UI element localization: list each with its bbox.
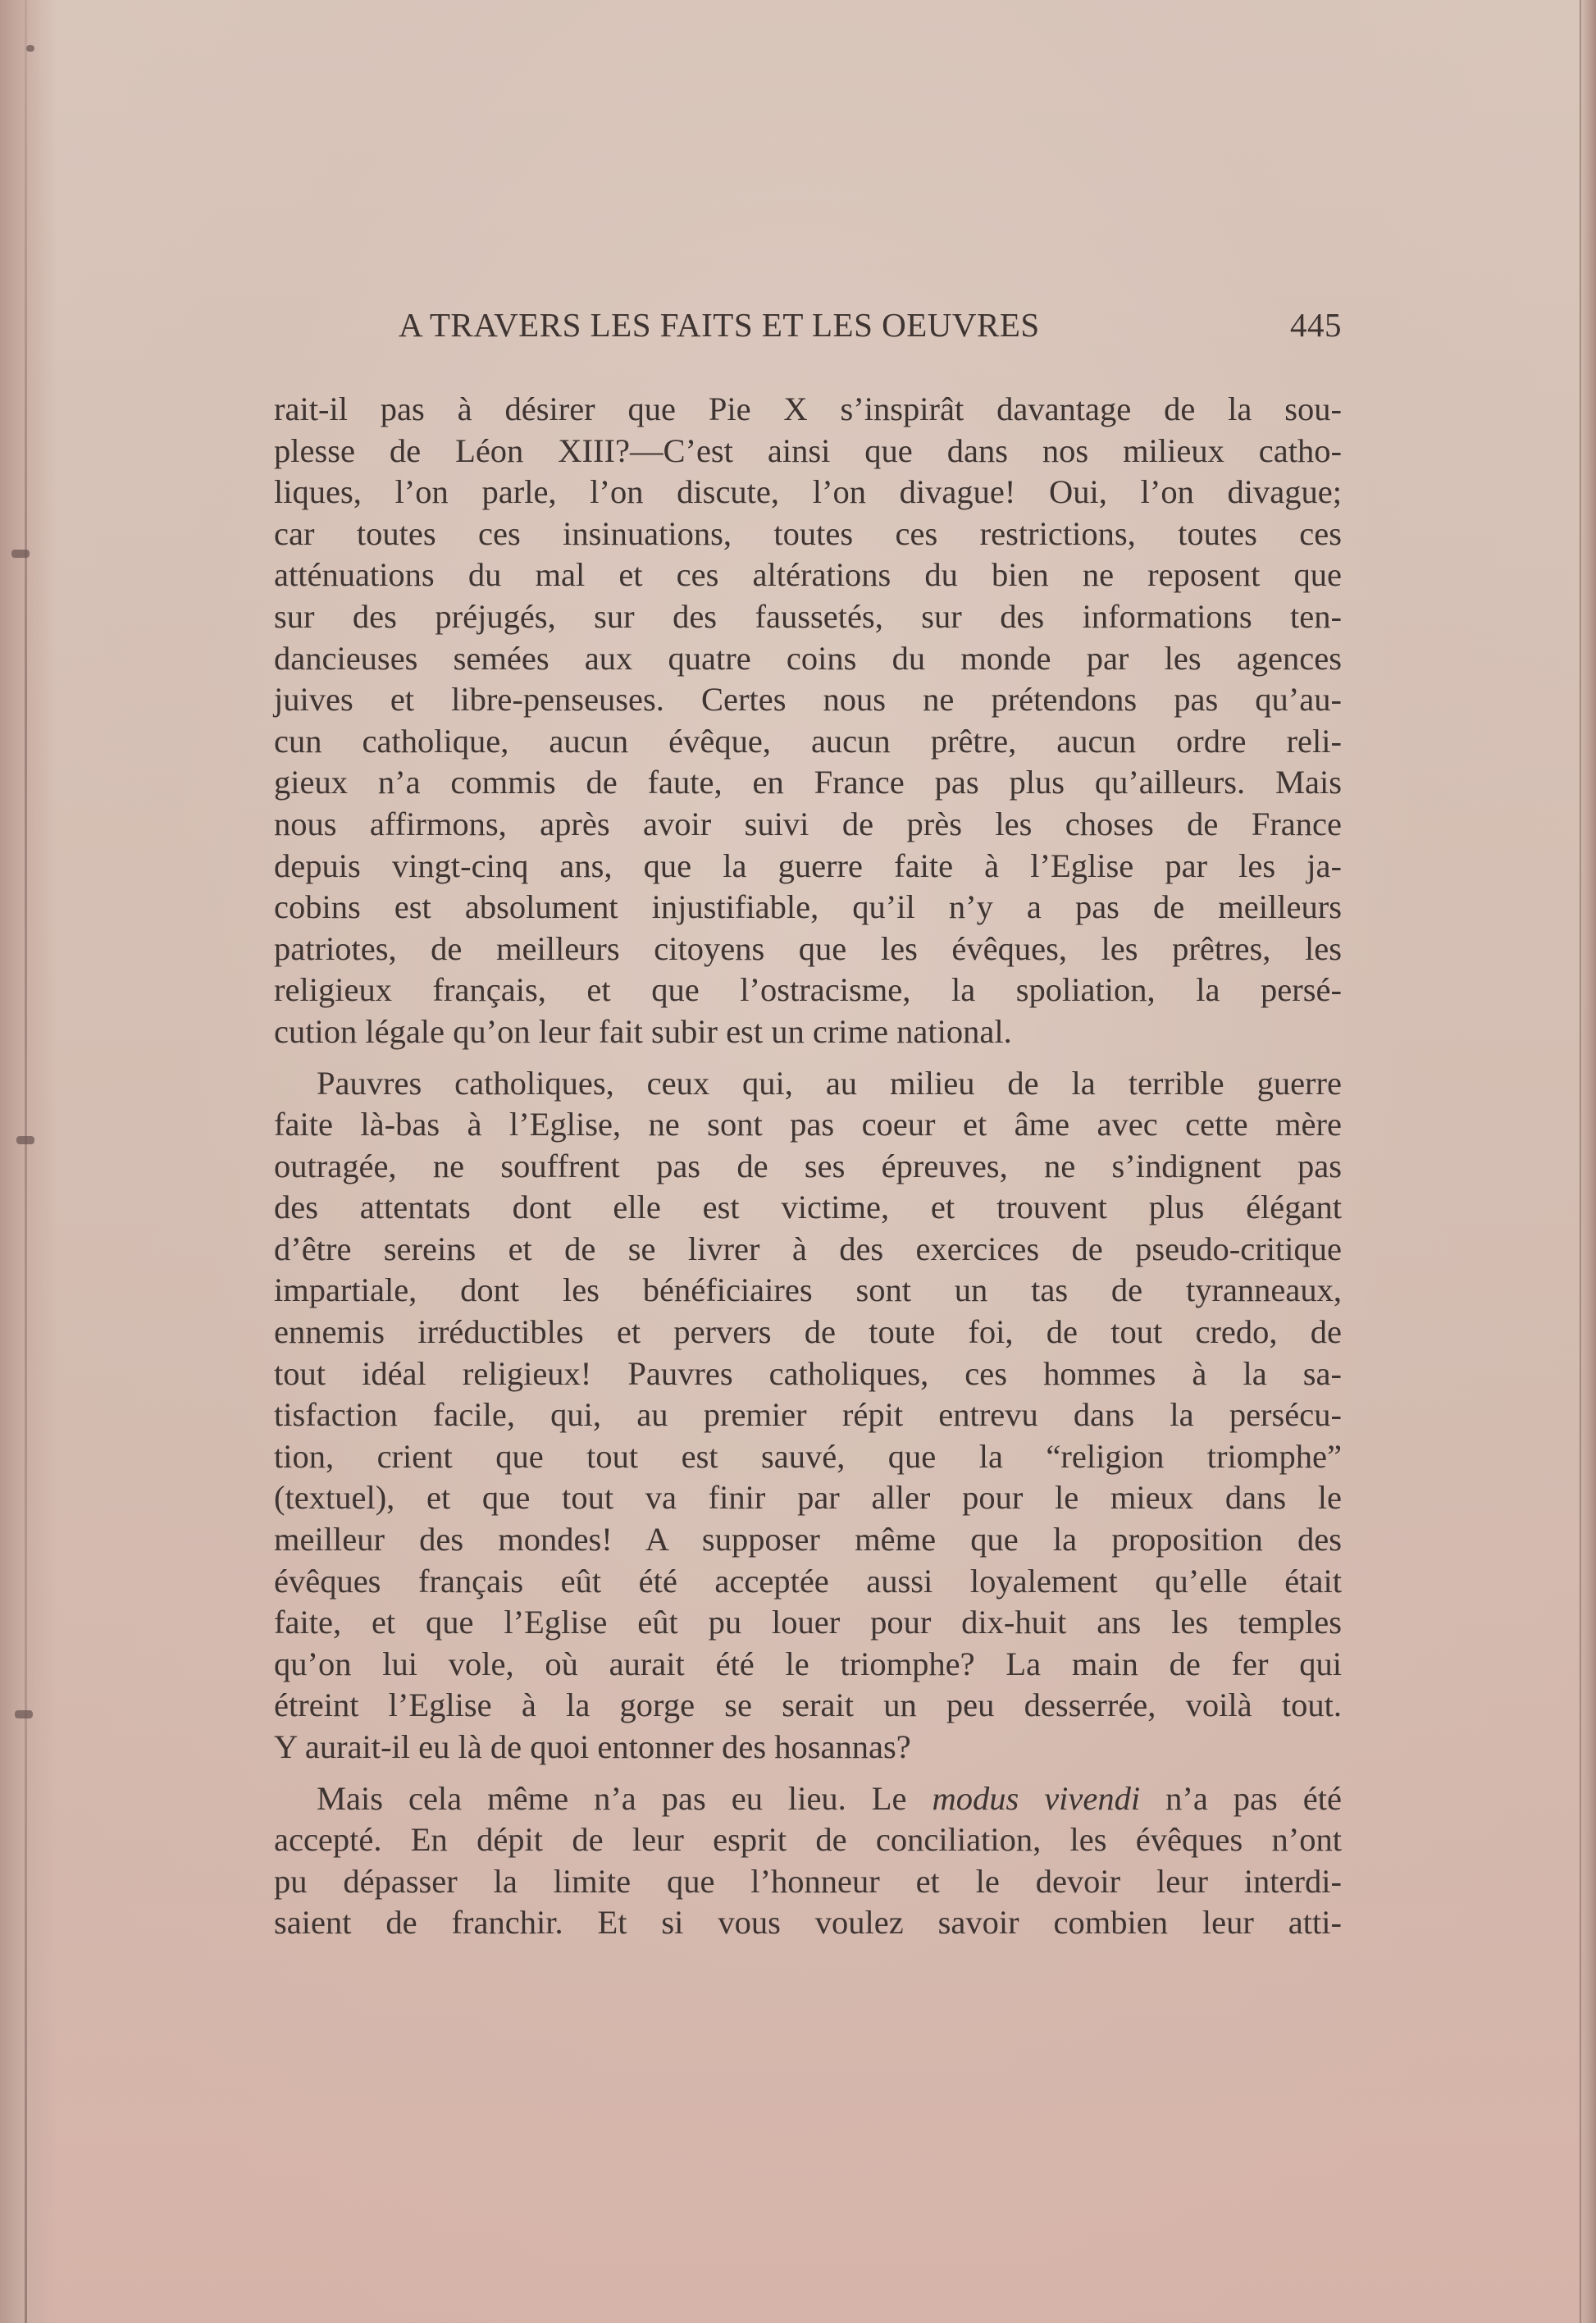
text-line: meilleur des mondes! A supposer même que la proposition des	[274, 1521, 1342, 1559]
text-line: ennemis irréductibles et pervers de toute foi, de tout credo, de	[274, 1313, 1342, 1351]
text-line: sur des préjugés, sur des faussetés, sur des informations ten-	[274, 597, 1342, 635]
text-line: impartiale, dont les bénéficiaires sont un tas de tyranneaux,	[274, 1271, 1342, 1309]
text-line: nous affirmons, après avoir suivi de près les choses de France	[274, 805, 1342, 842]
text-line: cution légale qu’on leur fait subir est un crime national.	[274, 1012, 1012, 1050]
text-line: religieux français, et que l’ostracisme, la spoliation, la persé-	[274, 971, 1342, 1009]
body-text	[274, 389, 1342, 1944]
binding-tack-mark	[16, 1136, 34, 1144]
text-line: patriotes, de meilleurs citoyens que les évêques, les prêtres, les	[274, 929, 1342, 967]
binding-gutter	[0, 0, 57, 2323]
text-line: qu’on lui vole, où aurait été le triomphe? La main de fer qui	[274, 1645, 1342, 1682]
page-number: 445	[1290, 306, 1342, 344]
text-line: Pauvres catholiques, ceux qui, au milieu de la terrible guerre	[317, 1064, 1342, 1102]
running-title: A TRAVERS LES FAITS ET LES OEUVRES	[399, 306, 1040, 344]
text-line: tion, crient que tout est sauvé, que la “religion triomphe”	[274, 1437, 1342, 1475]
text-line: juives et libre-penseuses. Certes nous ne prétendons pas qu’au-	[274, 681, 1342, 719]
text-line: cobins est absolument injustifiable, qu’il n’y a pas de meilleurs	[274, 888, 1342, 926]
text-line: dancieuses semées aux quatre coins du monde par les agences	[274, 639, 1342, 677]
text-line: car toutes ces insinuations, toutes ces restrictions, toutes ces	[274, 514, 1342, 552]
gutter-fold-line	[25, 0, 27, 2323]
text-line: faite là-bas à l’Eglise, ne sont pas coeur et âme avec cette mère	[274, 1106, 1342, 1143]
text-line: (textuel), et que tout va finir par aller pour le mieux dans le	[274, 1479, 1342, 1517]
text-line: d’être sereins et de se livrer à des exercices de pseudo-critique	[274, 1230, 1342, 1267]
text-line: tisfaction facile, qui, au premier répit entrevu dans la persécu-	[274, 1396, 1342, 1434]
text-line: outragée, ne souffrent pas de ses épreuves, ne s’indignent pas	[274, 1147, 1342, 1184]
text-line: pu dépasser la limite que l’honneur et le devoir leur interdi-	[274, 1862, 1342, 1900]
binding-tack-mark	[15, 1710, 33, 1718]
text-line: évêques français eût été acceptée aussi loyalement qu’elle était	[274, 1562, 1342, 1600]
italic-term: modus vivendi	[932, 1779, 1141, 1817]
binding-tack-mark	[26, 45, 34, 52]
text-line: atténuations du mal et ces altérations du bien ne reposent que	[274, 556, 1342, 594]
text-line: accepté. En dépit de leur esprit de conciliation, les évêques n’ont	[274, 1821, 1342, 1859]
text-line: des attentats dont elle est victime, et trouvent plus élégant	[274, 1189, 1342, 1226]
text-line: gieux n’a commis de faute, en France pas plus qu’ailleurs. Mais	[274, 764, 1342, 801]
running-head	[399, 305, 1342, 354]
paragraph	[274, 1778, 1342, 1944]
text-line	[274, 1778, 1342, 1820]
text-line: saient de franchir. Et si vous voulez savoir combien leur atti-	[274, 1904, 1342, 1942]
text-run: Mais cela même n’a pas eu lieu. Le	[317, 1779, 933, 1817]
binding-tack-mark	[11, 550, 30, 558]
text-line: liques, l’on parle, l’on discute, l’on divague! Oui, l’on divague;	[274, 473, 1342, 511]
text-line: cun catholique, aucun évêque, aucun prêtre, aucun ordre reli-	[274, 722, 1342, 760]
text-run: n’a pas été	[1140, 1779, 1342, 1817]
text-line: depuis vingt-cinq ans, que la guerre faite à l’Eglise par les ja-	[274, 847, 1342, 884]
text-line: rait-il pas à désirer que Pie X s’inspirât davantage de la sou-	[274, 390, 1342, 427]
text-line: faite, et que l’Eglise eût pu louer pour dix-huit ans les temples	[274, 1604, 1342, 1641]
text-line: plesse de Léon XIII?—C’est ainsi que dans nos milieux catho-	[274, 431, 1342, 469]
paragraph	[274, 1063, 1342, 1768]
text-line: étreint l’Eglise à la gorge se serait un peu desserrée, voilà tout.	[274, 1686, 1342, 1724]
text-line: Y aurait-il eu là de quoi entonner des hosannas?	[274, 1728, 911, 1765]
text-line: tout idéal religieux! Pauvres catholiques, ces hommes à la sa-	[274, 1354, 1342, 1392]
page-right-edge-line	[1580, 0, 1581, 2323]
paragraph	[274, 389, 1342, 1053]
